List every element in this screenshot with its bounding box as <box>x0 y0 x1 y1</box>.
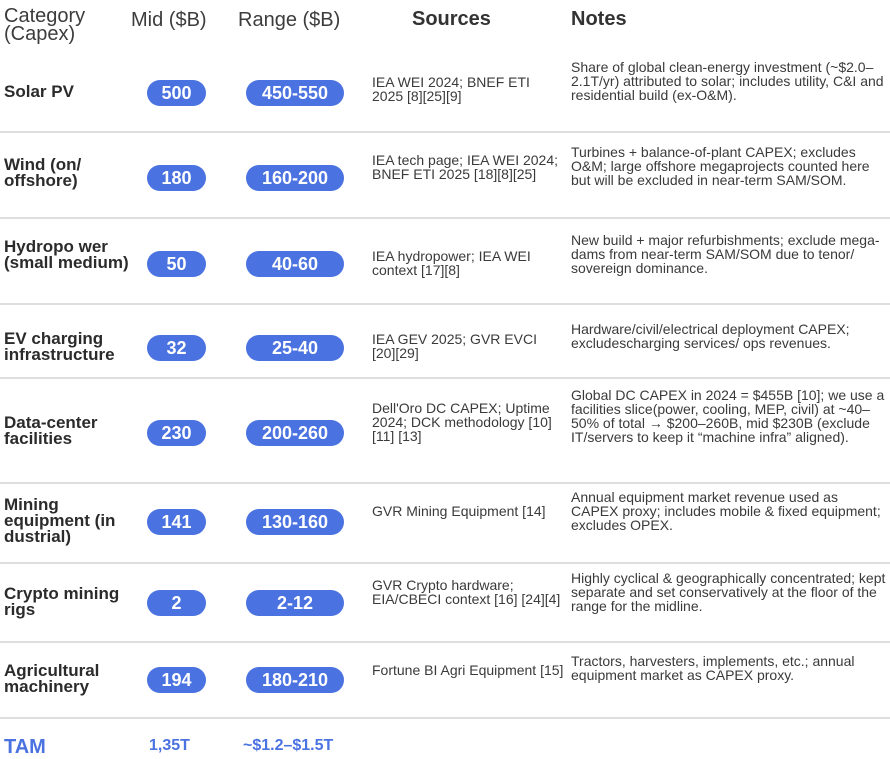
row-category: Crypto mining rigs <box>4 584 120 619</box>
mid-value-pill: 50 <box>147 251 206 277</box>
row-sources: IEA hydropower; IEA WEI context [17][8] <box>372 248 531 278</box>
header-sources: Sources <box>412 8 491 30</box>
header-range: Range ($B) <box>238 9 341 31</box>
mid-value-pill: 230 <box>147 420 206 446</box>
range-value-pill: 40-60 <box>246 251 344 277</box>
table-row <box>0 379 890 484</box>
table-header <box>0 0 890 54</box>
row-notes: Hardware/civil/electrical deployment CAPEX; excludescharging services/ ops revenues. <box>571 321 850 351</box>
tam-label: TAM <box>4 736 46 758</box>
header-notes: Notes <box>571 8 627 30</box>
row-category: Solar PV <box>4 82 74 101</box>
range-value-pill: 2-12 <box>246 590 344 616</box>
tam-range-value: ~$1.2–$1.5T <box>243 737 334 754</box>
row-sources: Fortune BI Agri Equipment [15] <box>372 662 564 678</box>
row-sources: IEA tech page; IEA WEI 2024; BNEF ETI 2025 [18][8][25] <box>372 152 559 182</box>
row-notes: Turbines + balance-of-plant CAPEX; excludes O&M; large offshore megaprojects counted here but will be excluded in near-term SAM/SOM. <box>571 144 870 188</box>
row-category: Agricultural machinery <box>4 661 100 696</box>
range-value-pill: 25-40 <box>246 335 344 361</box>
mid-value-pill: 180 <box>147 165 206 191</box>
row-sources: GVR Mining Equipment [14] <box>372 503 546 519</box>
mid-value-pill: 2 <box>147 590 206 616</box>
row-notes: Share of global clean-energy investment (~$2.0–2.1T/yr) attributed to solar; includes utility, C&I and residential build (ex-O&M). <box>571 59 884 103</box>
mid-value-pill: 32 <box>147 335 206 361</box>
header-category: Category (Capex) <box>4 5 86 45</box>
mid-value-pill: 500 <box>147 80 206 106</box>
table-row <box>0 219 890 305</box>
row-sources: IEA GEV 2025; GVR EVCI [20][29] <box>372 331 537 361</box>
row-divider <box>0 717 890 719</box>
range-value-pill: 450-550 <box>246 80 344 106</box>
row-category: Wind (on/ offshore) <box>4 155 82 190</box>
row-sources: Dell'Oro DC CAPEX; Uptime 2024; DCK methodology [10][11] [13] <box>372 400 552 444</box>
table-row <box>0 54 890 133</box>
row-notes: New build + major refurbishments; exclude mega-dams from near-term SAM/SOM due to tenor/ sovereign dominance. <box>571 232 880 276</box>
range-value-pill: 180-210 <box>246 667 344 693</box>
tam-mid-value: 1,35T <box>149 737 190 754</box>
table-row <box>0 133 890 219</box>
row-notes: Tractors, harvesters, implements, etc.; annual equipment market as CAPEX proxy. <box>571 653 855 683</box>
row-category: Data-center facilities <box>4 413 98 448</box>
table-row <box>0 305 890 379</box>
header-mid: Mid ($B) <box>131 9 207 31</box>
range-value-pill: 160-200 <box>246 165 344 191</box>
table-row <box>0 564 890 643</box>
table-row <box>0 643 890 719</box>
row-category: Mining equipment (in dustrial) <box>4 495 116 546</box>
range-value-pill: 200-260 <box>246 420 344 446</box>
row-sources: GVR Crypto hardware; EIA/CBECI context [16] [24][4] <box>372 577 561 607</box>
table-row <box>0 484 890 564</box>
mid-value-pill: 194 <box>147 667 206 693</box>
row-notes: Highly cyclical & geographically concentrated; kept separate and set conservatively at the floor of the range for the midline. <box>571 570 886 614</box>
row-category: EV charging infrastructure <box>4 329 115 364</box>
row-notes: Global DC CAPEX in 2024 = $455B [10]; we use a facilities slice(power, cooling, MEP, civil) at ~40–50% of total → $200–260B, mid $230B (exclude IT/servers to keep it “machine infra” aligned). <box>571 387 885 445</box>
row-notes: Annual equipment market revenue used as CAPEX proxy; includes mobile & fixed equipment; excludes OPEX. <box>571 489 881 533</box>
row-sources: IEA WEI 2024; BNEF ETI 2025 [8][25][9] <box>372 74 530 104</box>
range-value-pill: 130-160 <box>246 509 344 535</box>
row-category: Hydropo wer (small medium) <box>4 237 129 272</box>
mid-value-pill: 141 <box>147 509 206 535</box>
